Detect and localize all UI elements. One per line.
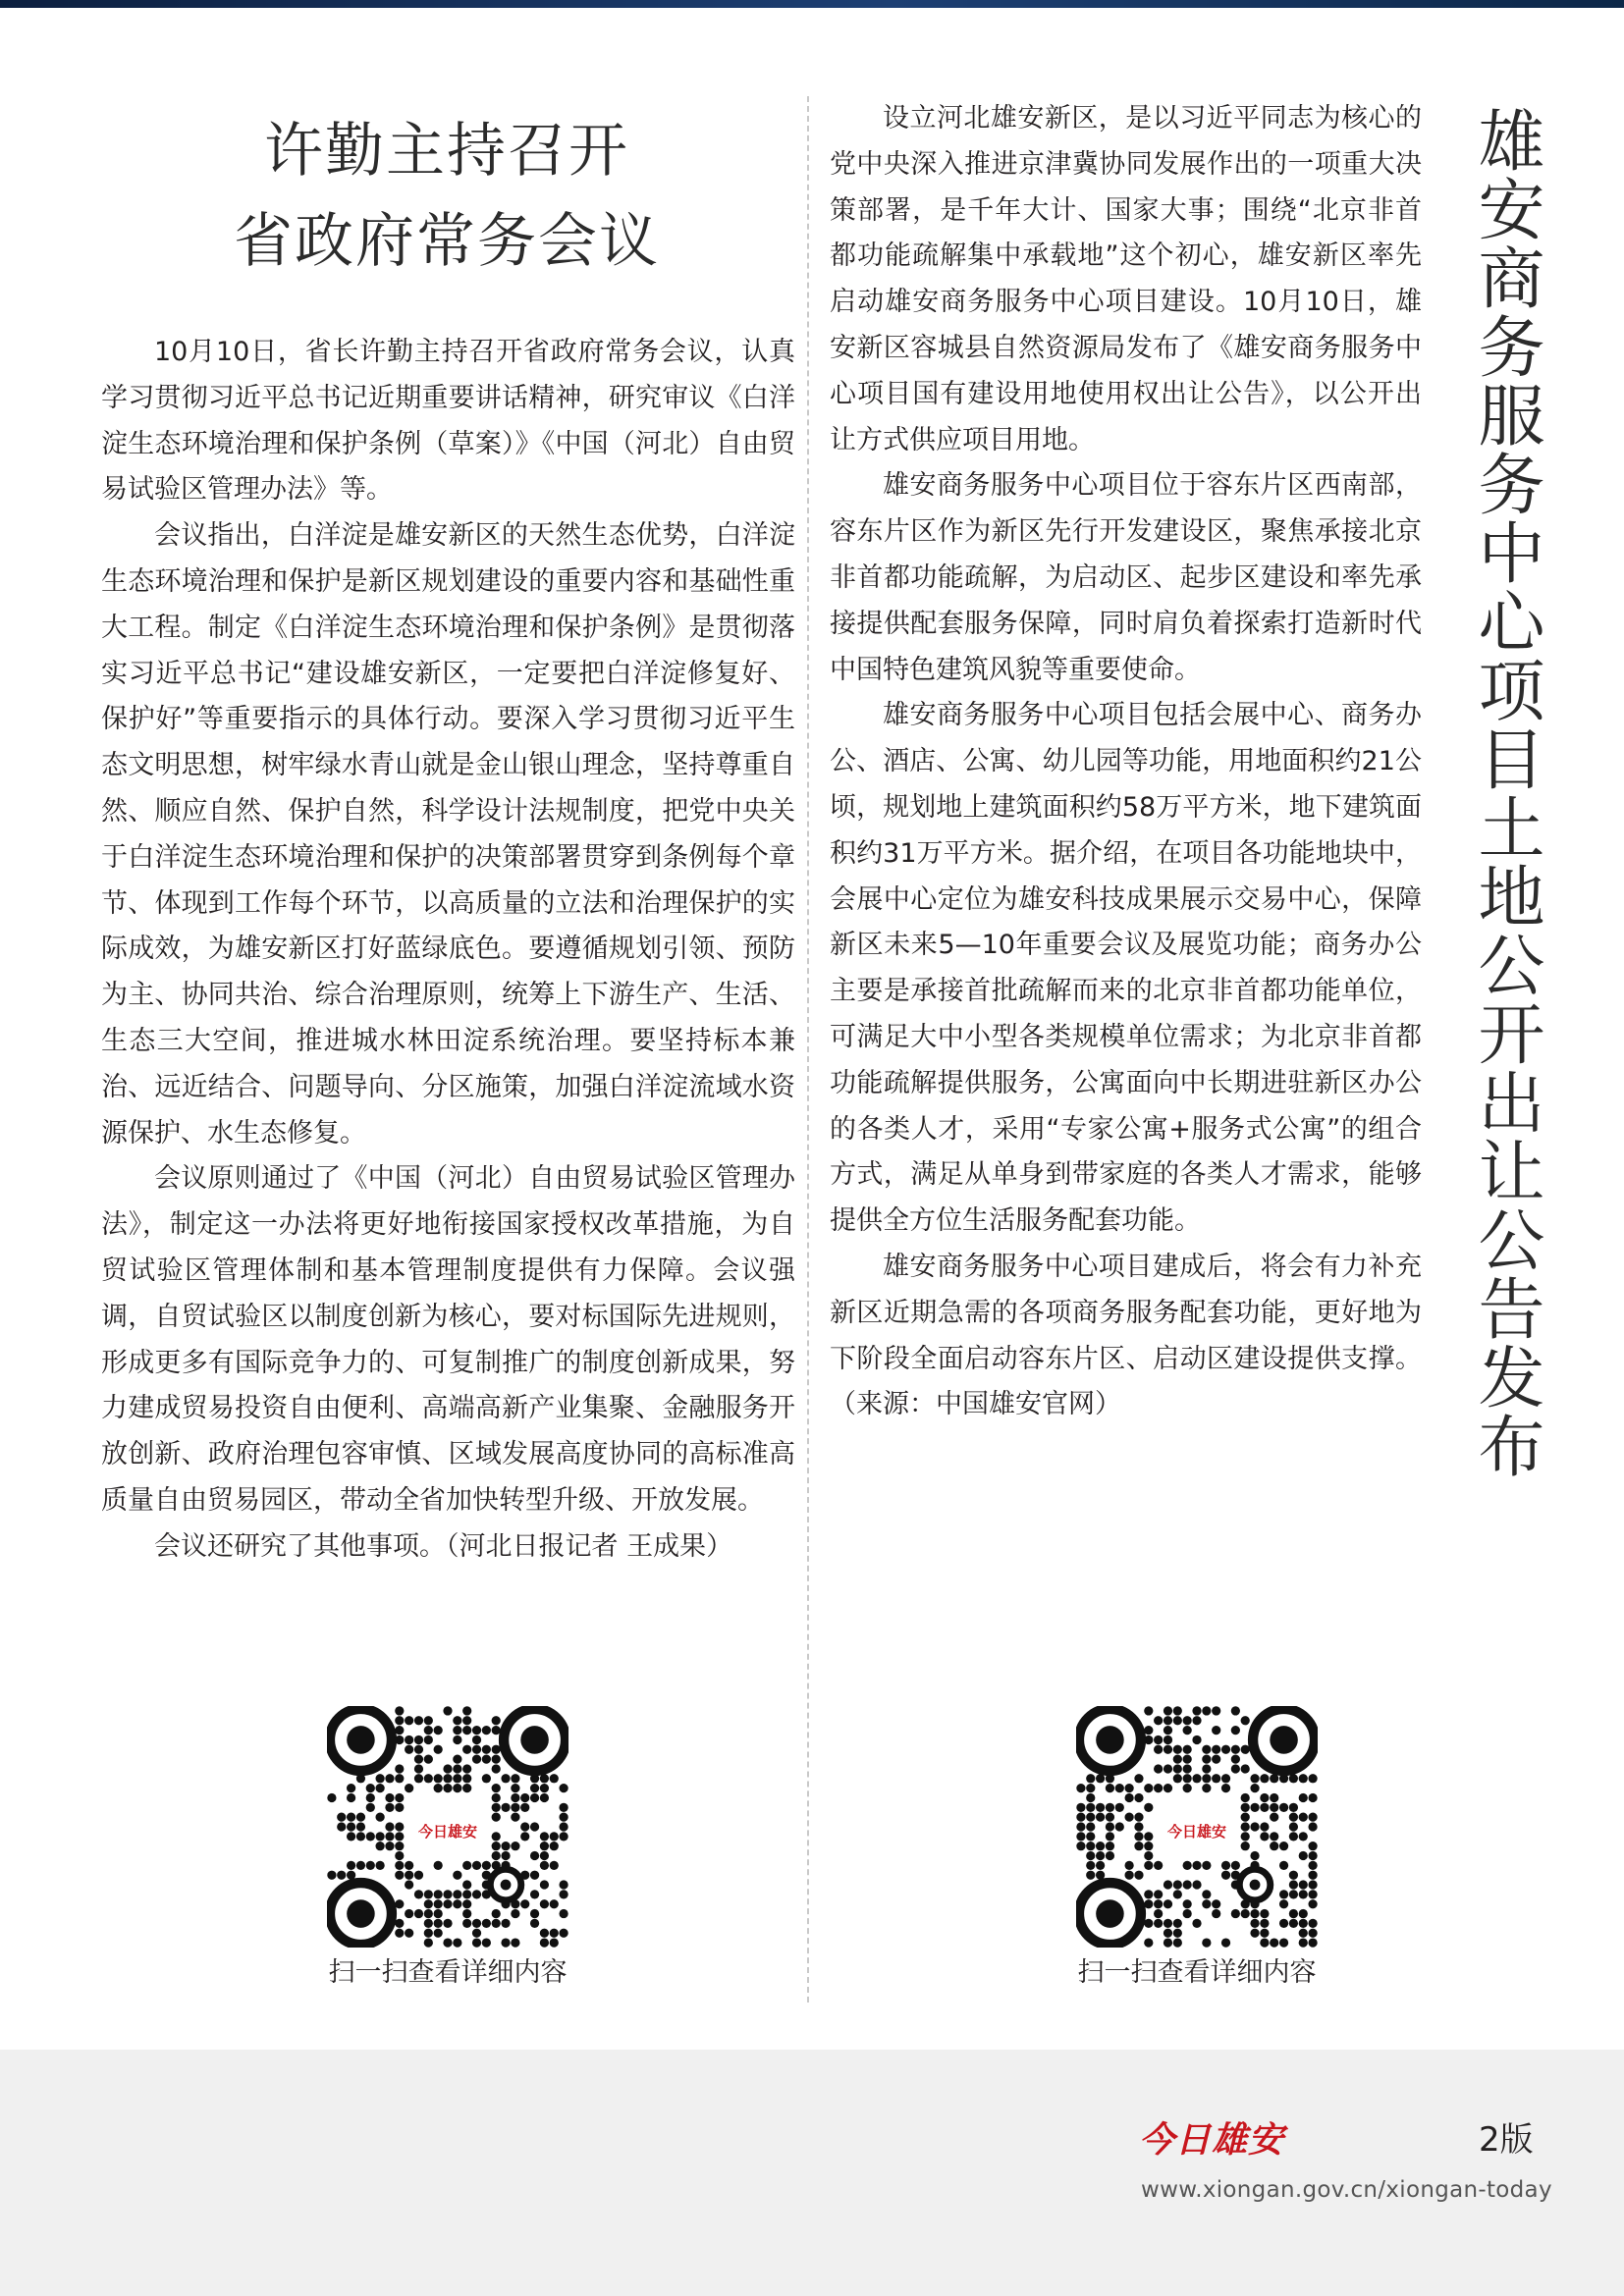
left-article-body bbox=[101, 330, 795, 1571]
footer-url[interactable]: www.xiongan.gov.cn/xiongan-today bbox=[1141, 2177, 1552, 2203]
brand-logo: 今日雄安 bbox=[1139, 2119, 1285, 2161]
left-paragraph: 会议原则通过了《中国（河北）自由贸易试验区管理办法》，制定这一办法将更好地衔接国家授权改革措施，为自贸试验区管理体制和基本管理制度提供有力保障。会议强调，自贸试验区以制度创新为核心，要对标国际先进规则，形成更多有国际竞争力的、可复制推广的制度创新成果，努力建成贸易投资自由便利、高端高新产业集聚、金融服务开放创新、政府治理包容审慎、区域发展高度协同的高标准高质量自由贸易园区，带动全省加快转型升级、开放发展。 bbox=[101, 1163, 795, 1516]
right-paragraph: 设立河北雄安新区，是以习近平同志为核心的党中央深入推进京津冀协同发展作出的一项重大决策部署，是千年大计、国家大事；围绕“北京非首都功能疏解集中承载地”这个初心，雄安新区率先启动雄安商务服务中心项目建设。10月10日，雄安新区容城县自然资源局发布了《雄安商务服务中心项目国有建设用地使用权出让公告》，以公开出让方式供应项目用地。 bbox=[830, 103, 1422, 455]
right-qr-caption: 扫一扫查看详细内容 bbox=[1077, 1957, 1317, 1988]
qr-logo-text: 今日雄安 bbox=[1166, 1823, 1227, 1841]
right-qr-code[interactable] bbox=[1076, 1706, 1318, 1948]
left-title-line-1: 许勤主持召开 bbox=[264, 117, 629, 186]
right-article-title: 雄安商务服务中心项目土地公开出让公告发布 bbox=[1467, 106, 1544, 1480]
left-qr-code[interactable] bbox=[327, 1706, 568, 1948]
column-divider bbox=[807, 96, 809, 2002]
left-title-line-2: 省政府常务会议 bbox=[234, 207, 660, 276]
left-qr-caption: 扫一扫查看详细内容 bbox=[328, 1957, 568, 1988]
right-paragraph: 雄安商务服务中心项目建成后，将会有力补充新区近期急需的各项商务服务配套功能，更好地为下阶段全面启动容东片区、启动区建设提供支撑。（来源：中国雄安官网） bbox=[830, 1251, 1422, 1420]
top-decor-bar bbox=[0, 0, 1624, 8]
left-article-title bbox=[98, 106, 795, 287]
left-paragraph: 会议还研究了其他事项。（河北日报记者 王成果） bbox=[154, 1530, 733, 1562]
left-qr-block bbox=[300, 1706, 595, 1991]
qr-logo-text: 今日雄安 bbox=[417, 1823, 478, 1841]
page-number: 2版 bbox=[1479, 2120, 1534, 2160]
left-paragraph: 会议指出，白洋淀是雄安新区的天然生态优势，白洋淀生态环境治理和保护是新区规划建设的重要内容和基础性重大工程。制定《白洋淀生态环境治理和保护条例》是贯彻落实习近平总书记“建设雄安新区，一定要把白洋淀修复好、保护好”等重要指示的具体行动。要深入学习贯彻习近平生态文明思想，树牢绿水青山就是金山银山理念，坚持尊重自然、顺应自然、保护自然，科学设计法规制度，把党中央关于白洋淀生态环境治理和保护的决策部署贯穿到条例每个章节、体现到工作每个环节，以高质量的立法和治理保护的实际成效，为雄安新区打好蓝绿底色。要遵循规划引领、预防为主、协同共治、综合治理原则，统筹上下游生产、生活、生态三大空间，推进城水林田淀系统治理。要坚持标本兼治、远近结合、问题导向、分区施策，加强白洋淀流域水资源保护、水生态修复。 bbox=[101, 520, 795, 1148]
right-paragraph: 雄安商务服务中心项目位于容东片区西南部，容东片区作为新区先行开发建设区，聚焦承接北京非首都功能疏解，为启动区、起步区建设和率先承接提供配套服务保障，同时肩负着探索打造新时代中国特色建筑风貌等重要使命。 bbox=[830, 470, 1422, 685]
right-paragraph: 雄安商务服务中心项目包括会展中心、商务办公、酒店、公寓、幼儿园等功能，用地面积约21公顷，规划地上建筑面积约58万平方米，地下建筑面积约31万平方米。据介绍，在项目各功能地块中，会展中心定位为雄安科技成果展示交易中心，保障新区未来5—10年重要会议及展览功能；商务办公主要是承接首批疏解而来的北京非首都功能单位，可满足大中小型各类规模单位需求；为北京非首都功能疏解提供服务，公寓面向中长期进驻新区办公的各类人才，采用“专家公寓+服务式公寓”的组合方式，满足从单身到带家庭的各类人才需求，能够提供全方位生活服务配套功能。 bbox=[830, 700, 1422, 1237]
footer bbox=[0, 2050, 1624, 2296]
right-article-body bbox=[830, 96, 1422, 1428]
left-paragraph: 10月10日，省长许勤主持召开省政府常务会议，认真学习贯彻习近平总书记近期重要讲话精神，研究审议《白洋淀生态环境治理和保护条例（草案）》《中国（河北）自由贸易试验区管理办法》等。 bbox=[101, 337, 795, 506]
right-qr-block bbox=[1050, 1706, 1344, 1991]
